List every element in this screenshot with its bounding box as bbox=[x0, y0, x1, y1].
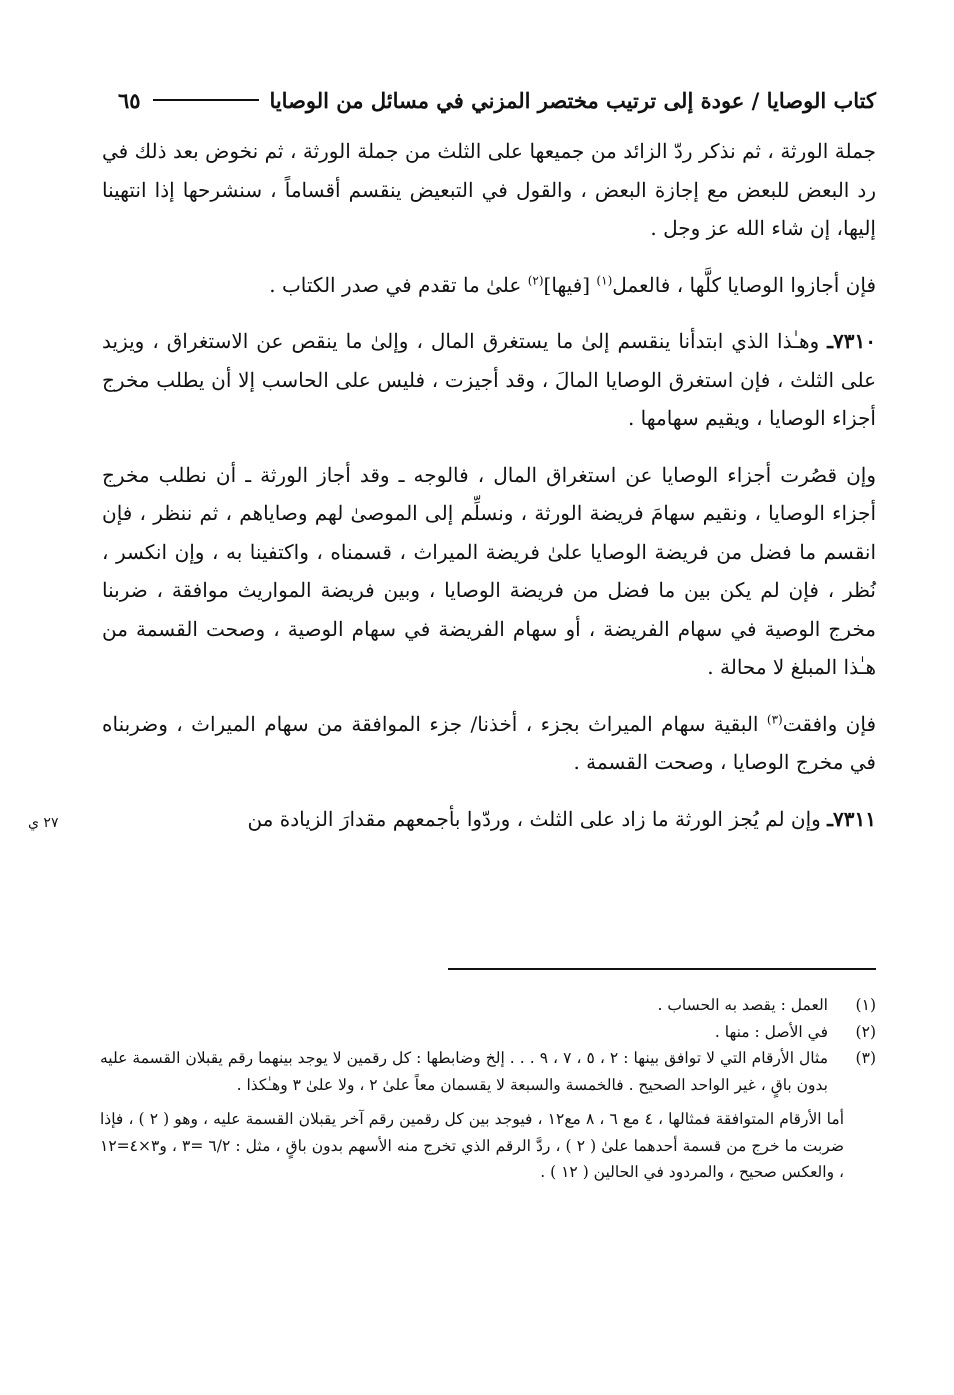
footnote-ref-3: (٣) bbox=[766, 711, 783, 726]
section-number-7311: ٧٣١١ـ bbox=[827, 806, 876, 831]
footnote-text: مثال الأرقام التي لا توافق بينها : ٢ ، ٥ ، ٧ ، ٩ . . . إلخ وضابطها : كل رقمين لا يوجد بينهما رقم يقبلان القسمة عليه بدون باقٍ ، غير الواحد الصحيح . فالخمسة والسبعة لا يقسمان معاً علىٰ ٢ ، ولا علىٰ ٣ وهـٰكذا . bbox=[100, 1049, 828, 1094]
paragraph-2 bbox=[102, 266, 876, 305]
running-header bbox=[118, 80, 876, 120]
footnote-2 bbox=[100, 1019, 876, 1046]
footnotes bbox=[100, 992, 876, 1186]
paragraph-6-text: وإن لم يُجز الورثة ما زاد على الثلث ، وردّوا بأجمعهم مقدارَ الزيادة من bbox=[247, 806, 828, 831]
margin-note: ٢٧ ي bbox=[28, 815, 59, 831]
paragraph-5-part-b: البقية سهام الميراث بجزء ، أخذنا/ جزء الموافقة من سهام الميراث ، وضربناه في مخرج الوصايا ، وصحت القسمة . bbox=[102, 711, 876, 774]
footnote-text: في الأصل : منها . bbox=[714, 1022, 828, 1041]
paragraph-4: وإن قصُرت أجزاء الوصايا عن استغراق المال ، فالوجه ـ وقد أجاز الورثة ـ أن نطلب مخرج أجزاء الوصايا ، ونقيم سهامَ فريضة الورثة ، ونسلِّم إلى الموصىٰ لهم وصاياهم ، ثم ننظر ، فإن انقسم ما فضل من فريضة الوصايا علىٰ فريضة الميراث ، قسمناه ، واكتفينا به ، وإن انكسر ، نُظر ، فإن لم يكن بين ما فضل من فريضة الوصايا ، وبين فريضة المواريث موافقة ، ضربنا مخرج الوصية في سهام الفريضة ، أو سهام الفريضة في سهام الوصية ، وصحت القسمة من هـٰذا المبلغ لا محالة . bbox=[102, 462, 876, 679]
header-rule bbox=[153, 99, 260, 101]
footnote-number: (٢) bbox=[855, 1022, 876, 1041]
main-text bbox=[102, 132, 876, 838]
footnote-3-continuation: أما الأرقام المتوافقة فمثالها ، ٤ مع ٦ ، ٨ مع١٢ ، فيوجد بين كل رقمين رقم آخر يقبلان القسمة عليه ، وهو ( ٢ ) ، فإذا ضربت ما خرج من قسمة أحدهما علىٰ ( ٢ ) ، ردَّ الرقم الذي تخرج منه الأسهم بدون باقٍ ، مثل : ٦/٢ =٣ ، و٣×٤=١٢ ، والعكس صحيح ، والمردود في الحالين ( ١٢ ) . bbox=[100, 1110, 845, 1181]
footnote-ref-2: (٢) bbox=[527, 272, 544, 287]
footnote-number: (٣) bbox=[855, 1049, 876, 1067]
paragraph-3 bbox=[102, 322, 876, 438]
section-number-7310: ٧٣١٠ـ bbox=[827, 329, 876, 353]
footnote-number: (١) bbox=[855, 996, 876, 1014]
page-number: ٦٥ bbox=[118, 87, 141, 113]
paragraph-2-part-b: [فيها] bbox=[543, 272, 597, 297]
footnote-3 bbox=[100, 1045, 876, 1098]
paragraph-2-part-a: فإن أجازوا الوصايا كلَّها ، فالعمل bbox=[612, 272, 876, 297]
paragraph-2-part-c: علىٰ ما تقدم في صدر الكتاب . bbox=[269, 272, 528, 297]
paragraph-5 bbox=[102, 705, 876, 782]
paragraph-6 bbox=[102, 800, 876, 839]
footnote-text: العمل : يقصد به الحساب . bbox=[657, 996, 828, 1014]
footnote-ref-1: (١) bbox=[596, 272, 613, 287]
header-title: كتاب الوصايا / عودة إلى ترتيب مختصر المزني في مسائل من الوصايا bbox=[269, 87, 876, 113]
footnote-separator bbox=[448, 968, 876, 970]
paragraph-3-text: وهـٰذا الذي ابتدأنا ينقسم إلىٰ ما يستغرق المال ، وإلىٰ ما ينقص عن الاستغراق ، ويزيد على الثلث ، فإن استغرق الوصايا المالَ ، وقد أجيزت ، فليس على الحاسب إلا أن يطلب مخرج أجزاء الوصايا ، ويقيم سهامها . bbox=[102, 329, 876, 430]
footnote-1 bbox=[100, 992, 876, 1019]
paragraph-5-part-a: فإن وافقت bbox=[782, 711, 877, 736]
paragraph-1: جملة الورثة ، ثم نذكر ردّ الزائد من جميعها على الثلث من جملة الورثة ، ثم نخوض بعد ذلك في رد البعض للبعض مع إجازة البعض ، والقول في التبعيض ينقسم أقساماً ، سنشرحها إذا انتهينا إليها، إن شاء الله عز وجل . bbox=[102, 139, 876, 240]
